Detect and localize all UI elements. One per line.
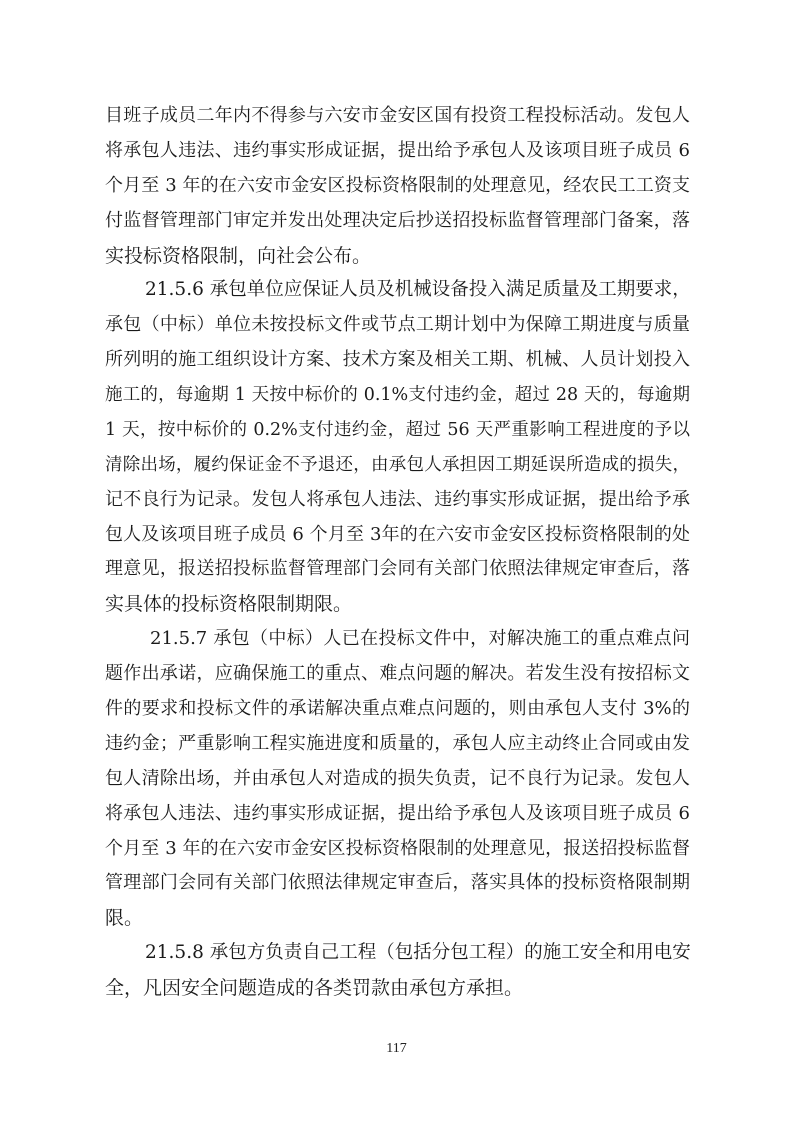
p2-line-6: 清除出场，履约保证金不予退还，由承包人承担因工期延误所造成的损失，	[105, 454, 690, 475]
p1-line-1: 目班子成员二年内不得参与六安市金安区国有投资工程投标活动。发包人	[105, 105, 690, 126]
p1-line-3: 个月至 3 年的在六安市金安区投标资格限制的处理意见，经农民工工资支	[105, 174, 690, 196]
p3-line-4: 违约金；严重影响工程实施进度和质量的，承包人应主动终止合同或由发	[105, 732, 690, 754]
p4-line-1: 21.5.8 承包方负责自己工程（包括分包工程）的施工安全和用电安	[145, 942, 691, 964]
p2-line-4: 施工的，每逾期 1 天按中标价的 0.1%支付违约金，超过 28 天的，每逾期	[105, 385, 690, 405]
p2-line-1: 21.5.6 承包单位应保证人员及机械设备投入满足质量及工期要求，	[145, 279, 691, 301]
p3-line-7: 个月至 3 年的在六安市金安区投标资格限制的处理意见，报送招投标监督	[105, 837, 690, 859]
p3-line-3: 件的要求和投标文件的承诺解决重点难点问题的，则由承包人支付 3%的	[105, 698, 690, 719]
p3-line-6: 将承包人违法、违约事实形成证据，提出给予承包人及该项目班子成员 6	[105, 802, 690, 824]
p1-line-5: 实投标资格限制，向社会公布。	[105, 244, 372, 267]
p4-line-2: 全，凡因安全问题造成的各类罚款由承包方承担。	[105, 977, 524, 999]
page-number: 117	[386, 1041, 407, 1056]
p3-line-8: 管理部门会同有关部门依照法律规定审查后，落实具体的投标资格限制期	[105, 872, 690, 894]
p1-line-4: 付监督管理部门审定并发出处理决定后抄送招投标监督管理部门备案，落	[105, 209, 690, 231]
p2-line-8: 包人及该项目班子成员 6 个月至 3年的在六安市金安区投标资格限制的处	[105, 523, 690, 545]
p3-line-1: 21.5.7 承包（中标）人已在投标文件中，对解决施工的重点难点问	[150, 628, 690, 650]
p2-line-5: 1 天，按中标价的 0.2%支付违约金，超过 56 天严重影响工程进度的予以	[105, 419, 690, 440]
p2-line-2: 承包（中标）单位未按投标文件或节点工期计划中为保障工期进度与质量	[105, 314, 690, 336]
p2-line-3: 所列明的施工组织设计方案、技术方案及相关工期、机械、人员计划投入	[105, 349, 690, 371]
p2-line-10: 实具体的投标资格限制期限。	[105, 593, 353, 616]
p3-line-2: 题作出承诺，应确保施工的重点、难点问题的解决。若发生没有按招标文	[105, 663, 690, 685]
p3-line-9: 限。	[105, 907, 144, 930]
p1-line-2: 将承包人违法、违约事实形成证据，提出给予承包人及该项目班子成员 6	[105, 139, 690, 161]
p3-line-5: 包人清除出场，并由承包人对造成的损失负责，记不良行为记录。发包人	[105, 767, 690, 789]
p2-line-7: 记不良行为记录。发包人将承包人违法、违约事实形成证据，提出给予承	[105, 488, 690, 510]
p2-line-9: 理意见，报送招投标监督管理部门会同有关部门依照法律规定审查后，落	[105, 558, 690, 580]
